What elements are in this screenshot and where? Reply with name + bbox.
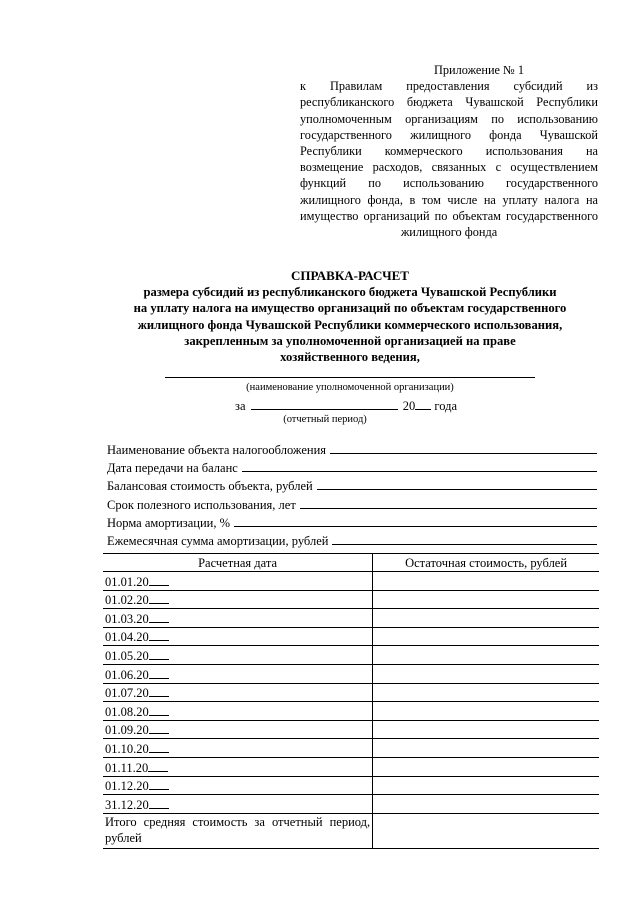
row-year-blank[interactable]: [149, 593, 169, 604]
period-year-prefix: 20: [402, 399, 416, 413]
table-row: [103, 702, 599, 721]
row-value-cell[interactable]: [373, 646, 599, 665]
appendix-number: Приложение № 1: [433, 63, 525, 77]
row-year-blank[interactable]: [149, 686, 169, 697]
row-date-cell: [103, 609, 373, 628]
row-value-cell[interactable]: [373, 664, 599, 683]
row-date-cell: [103, 739, 373, 758]
row-date-cell: [103, 646, 373, 665]
table-row: [103, 646, 599, 665]
table-row: [103, 572, 599, 591]
title-line-1: размера субсидий из республиканского бюджета Чувашской Республики: [143, 285, 557, 300]
organization-name-line[interactable]: [165, 377, 535, 378]
row-date: 31.12.20: [105, 797, 149, 812]
field-balance-value: Балансовая стоимость объекта, рублей: [107, 477, 597, 495]
calculation-table: [103, 553, 599, 849]
row-value-cell[interactable]: [373, 609, 599, 628]
field-transfer-date-line[interactable]: [242, 459, 597, 472]
row-date: 01.03.20: [105, 611, 149, 626]
row-year-blank[interactable]: [149, 798, 169, 809]
row-date-cell: [103, 664, 373, 683]
row-year-blank[interactable]: [149, 723, 169, 734]
period-year-blank[interactable]: [415, 398, 431, 410]
object-fields: [107, 441, 597, 550]
row-date: 01.02.20: [105, 593, 149, 608]
row-value-cell[interactable]: [373, 572, 599, 591]
row-date: 01.05.20: [105, 648, 149, 663]
row-date-cell: [103, 572, 373, 591]
row-date: 01.10.20: [105, 741, 149, 756]
row-date: 01.07.20: [105, 686, 149, 701]
document-title: [100, 268, 600, 365]
row-year-blank[interactable]: [149, 742, 169, 753]
table-row: [103, 627, 599, 646]
table-row: [103, 795, 599, 814]
row-value-cell[interactable]: [373, 720, 599, 739]
appendix-text: к Правилам предоставления субсидий из республиканского бюджета Чувашской Республики уполномоченным организациям по использованию государственного жилищного фонда Чувашской Республики коммерческого использования на возмещение расходов, связанных с осуществлением функций по использованию государственного жилищного фонда, в том числе на уплату налога на имущество организаций по объектам государственного жилищного фонда: [300, 79, 598, 240]
row-year-blank[interactable]: [149, 630, 169, 641]
field-useful-life: Срок полезного использования, лет: [107, 496, 597, 514]
table-row: [103, 590, 599, 609]
field-transfer-date: Дата передачи на баланс: [107, 459, 597, 477]
row-date: 01.11.20: [105, 760, 149, 775]
row-date-cell: [103, 757, 373, 776]
title-main: СПРАВКА-РАСЧЕТ: [291, 268, 409, 283]
row-value-cell[interactable]: [373, 739, 599, 758]
title-line-2: на уплату налога на имущество организаций по объектам государственного: [133, 301, 567, 316]
period-caption: (отчетный период): [283, 414, 367, 425]
row-year-blank[interactable]: [149, 612, 169, 623]
row-value-cell[interactable]: [373, 776, 599, 795]
field-object-name: Наименование объекта налогообложения: [107, 441, 597, 459]
row-date: 01.09.20: [105, 723, 149, 738]
table-row: [103, 609, 599, 628]
title-line-3: жилищного фонда Чувашской Республики коммерческого использования,: [137, 317, 563, 332]
row-year-blank[interactable]: [149, 779, 169, 790]
row-year-blank[interactable]: [149, 575, 169, 586]
row-date: 01.12.20: [105, 779, 149, 794]
table-row: [103, 776, 599, 795]
title-line-5: хозяйственного ведения,: [280, 350, 420, 365]
field-monthly-depreciation: Ежемесячная сумма амортизации, рублей: [107, 532, 597, 550]
field-useful-life-line[interactable]: [300, 496, 597, 509]
row-year-blank[interactable]: [149, 668, 169, 679]
row-date-cell: [103, 627, 373, 646]
total-label: Итого средняя стоимость за отчетный период, рублей: [103, 813, 373, 848]
table-row: [103, 739, 599, 758]
field-object-name-line[interactable]: [330, 441, 597, 454]
row-date-cell: [103, 720, 373, 739]
period-suffix: года: [434, 399, 457, 413]
row-date: 01.06.20: [105, 667, 149, 682]
row-value-cell[interactable]: [373, 757, 599, 776]
table-total-row: [103, 813, 599, 848]
row-date-cell: [103, 795, 373, 814]
row-year-blank[interactable]: [148, 761, 168, 772]
row-value-cell[interactable]: [373, 590, 599, 609]
header-date: Расчетная дата: [103, 554, 373, 572]
row-date-cell: [103, 683, 373, 702]
organization-caption: (наименование уполномоченной организации): [246, 382, 454, 393]
table-header-row: [103, 554, 599, 572]
row-year-blank[interactable]: [149, 705, 169, 716]
header-residual-value: Остаточная стоимость, рублей: [373, 554, 599, 572]
row-date: 01.04.20: [105, 630, 149, 645]
period-row: [235, 398, 457, 413]
period-prefix: за: [235, 399, 246, 413]
period-blank[interactable]: [251, 398, 398, 410]
title-line-4: закрепленным за уполномоченной организацией на праве: [184, 333, 516, 348]
row-date: 01.08.20: [105, 704, 149, 719]
row-value-cell[interactable]: [373, 702, 599, 721]
row-date-cell: [103, 776, 373, 795]
row-value-cell[interactable]: [373, 795, 599, 814]
appendix-block: [300, 62, 598, 240]
row-date-cell: [103, 702, 373, 721]
field-balance-value-line[interactable]: [317, 477, 597, 490]
row-value-cell[interactable]: [373, 627, 599, 646]
row-date-cell: [103, 590, 373, 609]
field-monthly-depreciation-line[interactable]: [332, 532, 597, 545]
table-row: [103, 757, 599, 776]
field-depreciation-rate: Норма амортизации, %: [107, 514, 597, 532]
row-value-cell[interactable]: [373, 683, 599, 702]
total-value-cell[interactable]: [373, 813, 599, 848]
field-depreciation-rate-line[interactable]: [234, 514, 597, 527]
table-row: [103, 683, 599, 702]
row-date: 01.01.20: [105, 574, 149, 589]
table-row: [103, 720, 599, 739]
table-row: [103, 664, 599, 683]
row-year-blank[interactable]: [149, 649, 169, 660]
